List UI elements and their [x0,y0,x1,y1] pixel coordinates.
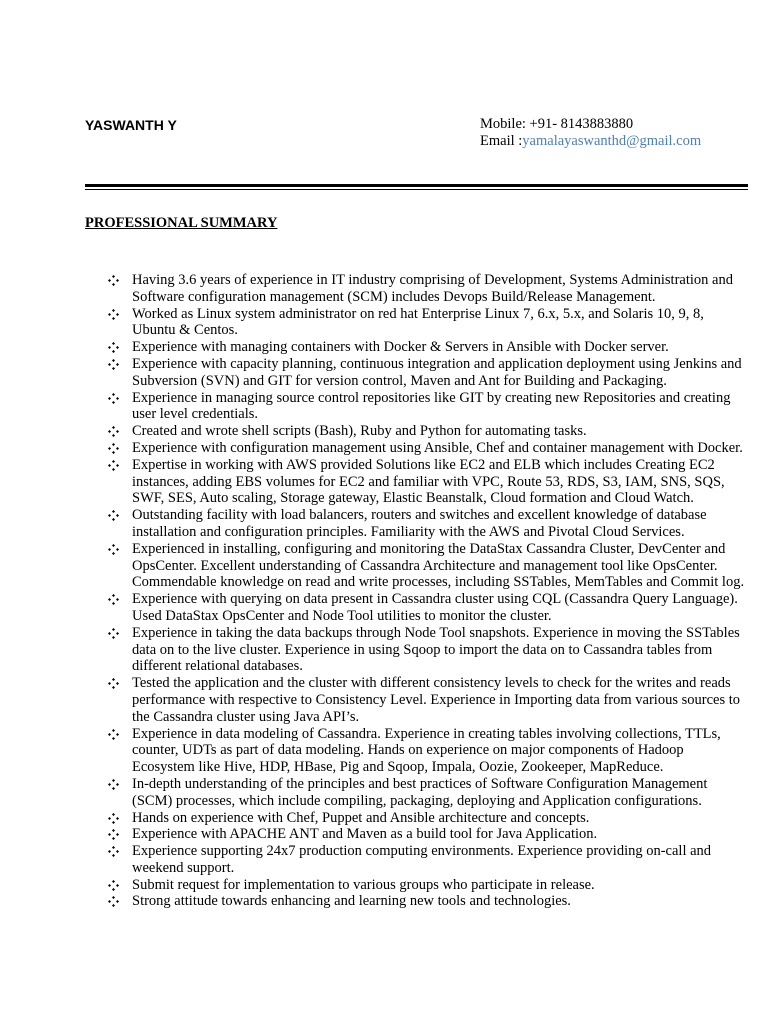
four-diamond-bullet-icon [108,541,122,557]
header-divider-thin [85,189,748,190]
summary-bullet-list [108,272,748,910]
summary-bullet-item [108,877,748,894]
summary-bullet-text: Hands on experience with Chef, Puppet and Ansible architecture and concepts. [132,809,590,826]
summary-bullet-item [108,843,748,877]
summary-bullet-item [108,625,748,675]
summary-bullet-item [108,423,748,440]
summary-bullet-text: Worked as Linux system administrator on red hat Enterprise Linux 7, 6.x, 5.x, and Solaris 10, 9, 8, Ubuntu & Centos. [132,305,704,339]
four-diamond-bullet-icon [108,625,122,641]
email-row [480,133,701,150]
summary-bullet-item [108,272,748,306]
four-diamond-bullet-icon [108,776,122,792]
four-diamond-bullet-icon [108,440,122,456]
summary-bullet-item [108,440,748,457]
contact-block [480,116,701,150]
summary-bullet-text: Strong attitude towards enhancing and learning new tools and technologies. [132,893,571,910]
summary-bullet-text: In-depth understanding of the principles and best practices of Software Configuration Management (SCM) processes, which include compiling, packaging, deploying and Application configurations. [132,775,708,809]
summary-bullet-item [108,457,748,507]
summary-bullet-item [108,826,748,843]
section-title-professional-summary: PROFESSIONAL SUMMARY [85,215,278,231]
summary-bullet-text: Submit request for implementation to various groups who participate in release. [132,876,595,893]
summary-bullet-item [108,306,748,340]
summary-bullet-item [108,591,748,625]
four-diamond-bullet-icon [108,843,122,859]
summary-bullet-item [108,893,748,910]
four-diamond-bullet-icon [108,356,122,372]
summary-bullet-text: Experience with querying on data present in Cassandra cluster using CQL (Cassandra Query Language). Used DataStax OpsCenter and Node Tool utilities to monitor the cluster. [132,591,738,624]
four-diamond-bullet-icon [108,893,122,909]
four-diamond-bullet-icon [108,591,122,607]
summary-bullet-text: Experience in taking the data backups through Node Tool snapshots. Experience in moving the SSTables data on to the live cluster. Experience in using Sqoop to import the data on to Cassandra tables from different relational databases. [132,624,740,675]
summary-bullet-item [108,356,748,390]
four-diamond-bullet-icon [108,306,122,322]
four-diamond-bullet-icon [108,726,122,742]
summary-bullet-item [108,390,748,424]
four-diamond-bullet-icon [108,457,122,473]
four-diamond-bullet-icon [108,272,122,288]
summary-bullet-item [108,810,748,827]
summary-bullet-item [108,339,748,356]
summary-bullet-text: Created and wrote shell scripts (Bash), Ruby and Python for automating tasks. [132,423,587,440]
summary-bullet-text: Experience with capacity planning, continuous integration and application deployment using Jenkins and Subversion (SVN) and GIT for version control, Maven and Ant for Building and Packaging. [132,355,742,389]
summary-bullet-item [108,541,748,591]
four-diamond-bullet-icon [108,675,122,691]
four-diamond-bullet-icon [108,877,122,893]
mobile-number: Mobile: +91- 8143883880 [480,116,634,132]
summary-bullet-text: Expertise in working with AWS provided Solutions like EC2 and ELB which includes Creating EC2 instances, adding EBS volumes for EC2 and familiar with VPC, Route 53, RDS, S3, IAM, SNS, SQS, SWF, SES, Auto scaling, Storage gateway, Elastic Beanstalk, Cloud formation and Cloud Watch. [132,456,725,507]
four-diamond-bullet-icon [108,423,122,439]
summary-bullet-text: Experience in data modeling of Cassandra. Experience in creating tables involving collections, TTLs, counter, UDTs as part of data modeling. Hands on experience on major components of Hadoop Ecosystem like Hive, HDP, HBase, Pig and Sqoop, Impala, Oozie, Zookeeper, MapReduce. [132,725,721,776]
summary-bullet-text: Experienced in installing, configuring and monitoring the DataStax Cassandra Cluster, DevCenter and OpsCenter. Excellent understanding of Cassandra Architecture and management tool like OpsCenter. Commendable knowledge on read and write processes, including SSTables, MemTables and Commit log. [132,540,745,591]
summary-bullet-text: Tested the application and the cluster with different consistency levels to check for the writes and reads performance with respective to Consistency Level. Experience in Importing data from various sources to the Cassandra cluster using Java API’s. [132,675,740,725]
summary-bullet-item [108,776,748,810]
header-divider-thick [85,184,748,187]
summary-bullet-text: Having 3.6 years of experience in IT industry comprising of Development, Systems Administration and Software configuration management (SCM) includes Devops Build/Release Management. [132,272,733,305]
summary-bullet-item [108,726,748,776]
four-diamond-bullet-icon [108,390,122,406]
summary-bullet-text: Experience in managing source control repositories like GIT by creating new Repositories and creating user level credentials. [132,389,731,423]
summary-bullet-item [108,507,748,541]
summary-bullet-text: Experience supporting 24x7 production computing environments. Experience providing on-call and weekend support. [132,843,712,876]
candidate-name: YASWANTH Y [85,117,177,133]
four-diamond-bullet-icon [108,810,122,826]
four-diamond-bullet-icon [108,826,122,842]
email-link[interactable]: yamalayaswanthd@gmail.com [522,133,702,149]
summary-bullet-item [108,675,748,725]
summary-bullet-text: Experience with configuration management using Ansible, Chef and container management with Docker. [132,439,743,456]
four-diamond-bullet-icon [108,339,122,355]
email-label: Email : [480,133,523,149]
summary-bullet-text: Experience with APACHE ANT and Maven as a build tool for Java Application. [132,826,598,843]
summary-bullet-text: Experience with managing containers with Docker & Servers in Ansible with Docker server. [132,339,669,356]
summary-bullet-text: Outstanding facility with load balancers, routers and switches and excellent knowledge of database installation and configuration principles. Familiarity with the AWS and Pivotal Cloud Services. [132,507,707,540]
four-diamond-bullet-icon [108,507,122,523]
